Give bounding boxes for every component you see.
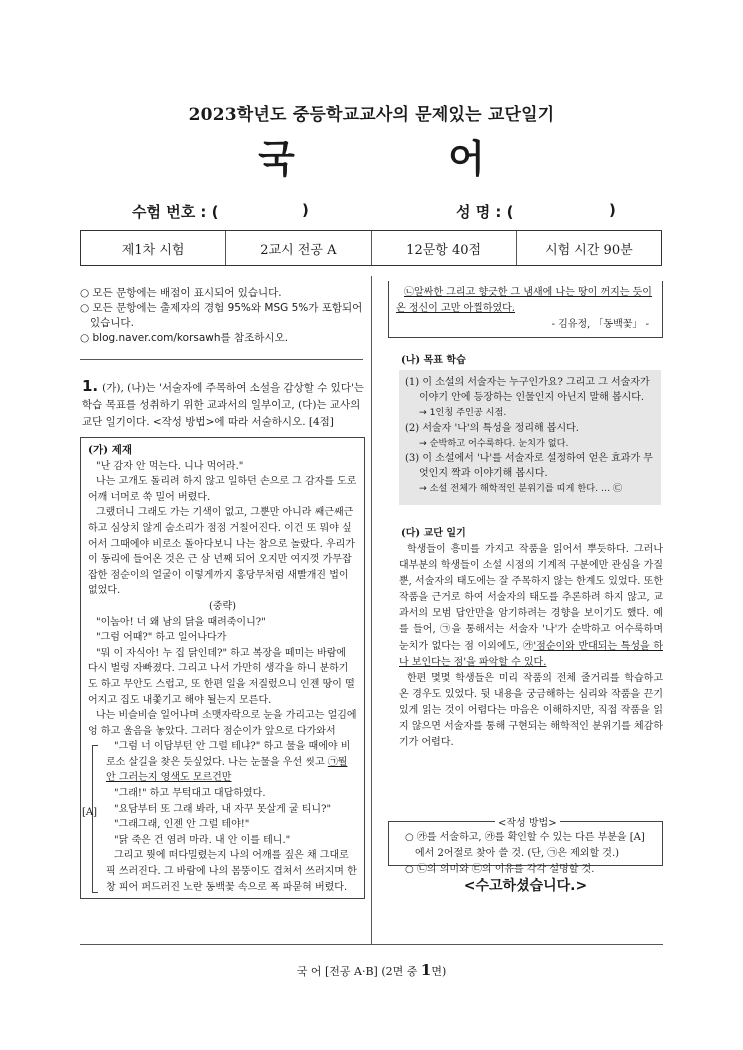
passage-continuation-box <box>388 281 663 338</box>
info-cell-session: 제1차 시험 <box>81 231 226 265</box>
info-cell-items: 12문항 40점 <box>372 231 517 265</box>
underline-g: ㉠뭘 안 그러는지 영색도 모르건만 <box>106 756 348 784</box>
passage-paragraph: "닭 죽은 건 염려 마라. 내 안 이를 테니." <box>114 834 291 846</box>
question-1 <box>82 378 365 431</box>
footer-prefix: 국 어 [전공 A·B] (2면 중 <box>296 965 421 978</box>
passage-paragraph: "난 감자 안 먹는다. 니나 먹어라." <box>96 460 244 472</box>
footer-page-number: 1 <box>420 961 432 979</box>
exam-info-table <box>80 230 662 266</box>
exam-title: 2023학년도 중등학교교사의 문제있는 교단일기 <box>188 105 555 125</box>
diary-title: (다) 교단 일기 <box>401 528 466 539</box>
notice-item: ○ blog.naver.com/korsawh를 참조하시오. <box>80 332 289 344</box>
learning-answer: → 순박하고 어수룩하다. 눈치가 없다. <box>419 437 569 449</box>
notice-item: ○ 모든 문항에는 출제자의 경험 95%와 MSG 5%가 포함되어 있습니다. <box>80 302 363 329</box>
learning-question: (2) 서술자 '나'의 특성을 정리해 봅시다. <box>405 422 579 434</box>
info-cell-period: 2교시 전공 A <box>226 231 371 265</box>
bracket-a-section <box>82 739 357 895</box>
passage-paragraph: "그럼 어때?" 하고 일어나다가 <box>96 632 227 644</box>
passage-paragraph: "이놈아! 너 왜 남의 닭을 때려죽이니?" <box>96 616 266 628</box>
learning-answer: → 1인칭 주인공 시점. <box>419 407 507 419</box>
passage-paragraph: "그래!" 하고 무턱대고 대답하였다. <box>114 788 266 800</box>
passage-paragraph: "그럼 너 이담부턴 안 그럴 테냐?" 하고 물을 때에야 비로소 살길을 찾은 듯싶었다. 나는 눈물을 우선 씻고 ㉠뭘 안 그러는지 영색도 모르건만 <box>106 741 351 784</box>
learning-question: (3) 이 소설에서 '나'를 서술자로 설정하여 얻은 효과가 무엇인지 짝과 이야기해 봅시다. <box>405 453 653 480</box>
name-label: 성 명 : ( <box>456 203 514 221</box>
passage-box <box>80 437 365 899</box>
method-item: ○ ㉮를 서술하고, ㉮를 확인할 수 있는 다른 부분을 [A]에서 2어절로 찾아 쓸 것. (단, ㉠은 제외할 것.) <box>405 832 645 859</box>
notice-item: ○ 모든 문항에는 배점이 표시되어 있습니다. <box>80 287 282 299</box>
footer-suffix: 면) <box>431 965 447 978</box>
passage-title: (가) 제재 <box>88 444 133 456</box>
learning-question: (1) 이 소설의 서술자는 누구인가요? 그리고 그 서술자가 이야기 안에 등장하는 인물인지 아닌지 말해 봅시다. <box>405 377 650 404</box>
question-prompt: (가), (나)는 '서술자에 주목하여 소설을 감상할 수 있다'는 학습 목표를 성취하기 위한 교과서의 일부이고, (다)는 교사의 교단 일기이다. <작성 방법>에 따라 서술하시오. [4점] <box>82 382 365 428</box>
passage-paragraph: 그랬더니 그래도 가는 기색이 없고, 그뿐만 아니라 쌔근쌔근하고 심상치 않게 숨소리가 점점 거칠어진다. 이건 또 뭐야 싶어서 그때에야 비로소 돌아다보니 나는 참으로 놀랐다. 우리가 이 동리에 들어온 것은 근 삼 년째 되어 오지만 여지껏 가무잡잡한 점순이의 얼굴이 이렇게까지 홍당무처럼 새빨개진 법이 없었다. <box>88 507 355 597</box>
notice-list <box>80 286 365 346</box>
question-number: 1. <box>82 377 99 395</box>
passage-omission: (중략) <box>208 600 237 612</box>
diary-text <box>399 542 663 751</box>
bracket-a-label: [A] <box>82 807 98 819</box>
learning-box <box>399 370 661 505</box>
method-item: ○ ㉡의 의미와 ㉢의 이유를 각각 설명할 것. <box>405 864 595 875</box>
info-cell-time: 시험 시간 90분 <box>545 242 633 258</box>
passage-paragraph: 그리고 뭣에 떠다밀렸는지 나의 어깨를 짚은 채 그대로 픽 쓰러진다. 그 바람에 나의 몸뚱이도 겹쳐서 쓰러지며 한창 피어 퍼드러진 노란 동백꽃 속으로 폭 파묻혀 버렸다. <box>106 850 357 893</box>
passage-paragraph: "그래그래, 인젠 안 그럴 테야!" <box>114 819 250 831</box>
passage-source: - 김유정, 「동백꽃」 - <box>551 319 649 330</box>
diary-paragraph: 학생들이 흥미를 가지고 작품을 읽어서 뿌듯하다. 그러나 대부분의 학생들이 소설 시점의 기계적 구분에만 관심을 가질 뿐, 서술자의 태도에는 잘 주목하지 않는 한계도 있었다. 또한 작품을 근거로 하여 서술자의 태도를 추론하려 하지 않고, 교과서의 모범 답안만을 암기하려는 경향을 보이기도 했다. 예를 들어, ㉠을 통해서는 서술자 '나'가 순박하고 어수룩하며 눈치가 없다는 점 이외에도, ㉮'점순이와 반대되는 특성을 하나 보인다는 점'을 파악할 수 있다. <box>399 544 663 668</box>
subject-title: 국 어 <box>258 137 555 181</box>
learning-answer: → 소설 전체가 해학적인 분위기를 띠게 한다. … ㉢ <box>419 483 623 495</box>
right-column <box>388 281 663 338</box>
passage-paragraph: "뭐 이 자식아! 누 집 닭인데?" 하고 복장을 떼미는 바람에 다시 벌렁 자빠졌다. 그리고 나서 가만히 생각을 하니 분하기도 하고 무안도 스럽고, 또 한편 일을 저질렀으니 인젠 땅이 떨어지고 집도 내쫓기고 해야 될는지 모른다. <box>88 647 355 706</box>
closing-message: <수고하셨습니다.> <box>463 878 588 894</box>
page-footer <box>0 961 743 979</box>
underline-n: ㉡알싸한 그리고 향긋한 그 냄새에 나는 땅이 꺼지는 듯이 온 정신이 고만 아찔하였다. <box>396 287 652 314</box>
name-close: ) <box>609 201 616 219</box>
passage-paragraph: "요담부터 또 그래 봐라, 내 자꾸 못살게 굴 티니?" <box>114 803 332 815</box>
passage-paragraph: 나는 비슬비슬 일어나며 소맷자락으로 눈을 가리고는 얼김에 엉 하고 울음을 놓았다. 그러다 점순이가 앞으로 다가와서 <box>88 710 357 737</box>
passage-paragraph: 나는 고개도 돌리려 하지 않고 일하던 손으로 그 감자를 도로 어깨 너머로 쑥 밀어 버렸다. <box>88 476 357 503</box>
column-divider <box>371 276 372 944</box>
exam-number-label: 수험 번호 : ( <box>132 203 219 221</box>
underline-ga: '점순이와 반대되는 특성을 하나 보인다는 점'을 파악할 수 있다. <box>399 640 663 668</box>
exam-number-close: ) <box>302 201 309 219</box>
method-label: <작성 방법> <box>495 814 560 829</box>
learning-title: (나) 목표 학습 <box>401 355 466 366</box>
diary-paragraph: 한편 몇몇 학생들은 미리 작품의 전체 줄거리를 학습하고 온 경우도 있었다. 뒷 내용을 궁금해하는 심리와 작품을 끈기 있게 읽는 것이 어렵다는 마음은 이해하지만, 직접 작품을 읽지 않으면 서술자를 통해 구현되는 해학적인 분위기를 체감하기가 어렵다. <box>399 672 663 749</box>
notice-divider <box>80 359 363 360</box>
footer-divider <box>80 944 663 945</box>
